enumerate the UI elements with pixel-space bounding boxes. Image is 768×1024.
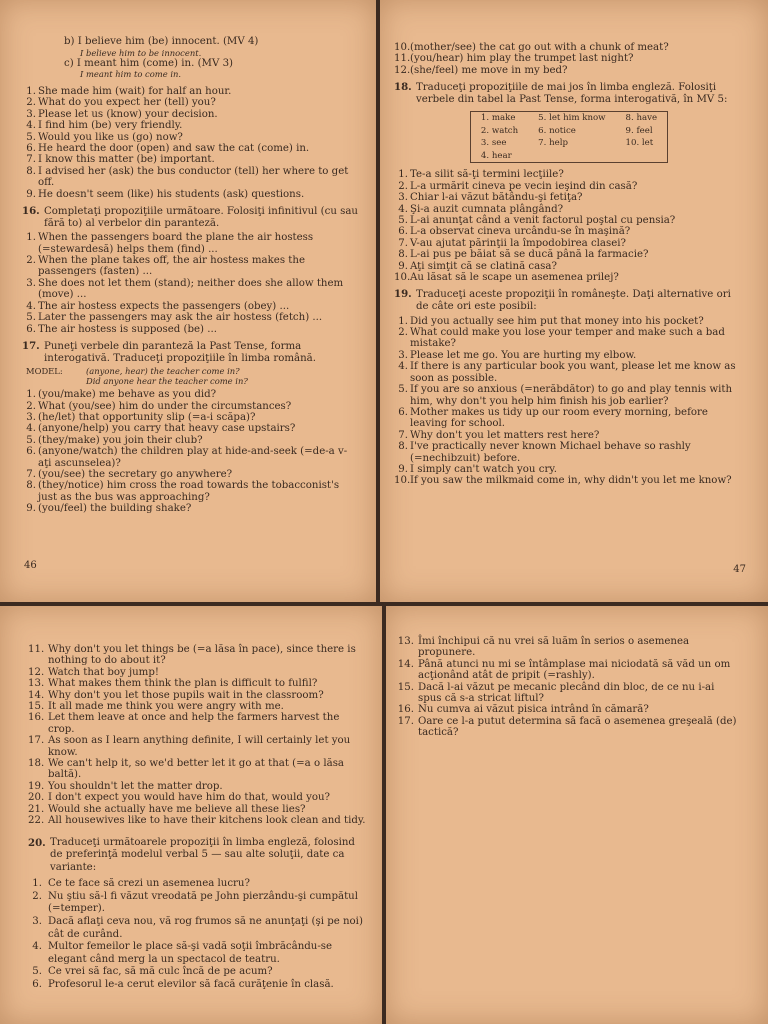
list-item: 18. We can't help it, so we'd better let it go at that (=a o lăsa baltă).: [28, 758, 344, 781]
list-item: 6. The air hostess is supposed (be) ...: [26, 323, 217, 335]
list-item: 15. It all made me think you were angry with me.: [28, 701, 284, 713]
model-line: Did anyone hear the teacher come in?: [86, 376, 248, 387]
list-item: 3. Please let us (know) your decision.: [26, 108, 218, 120]
list-item: 21. Would she actually have me believe all these lies?: [28, 803, 306, 815]
top-examples: [64, 36, 364, 79]
list-item: 13. Îmi închipui că nu vrei să luăm în serios o asemenea propunere.: [397, 636, 690, 659]
page-number: 46: [24, 560, 37, 571]
page-48: [0, 606, 382, 1024]
list-item: 2. What (you/see) him do under the circumstances?: [26, 400, 292, 412]
page-number: 47: [733, 564, 746, 575]
list-item: 7. (you/see) the secretary go anywhere?: [26, 468, 233, 480]
list-item: 15. Dacă l-ai văzut pe mecanic plecând din bloc, de ce nu i-ai spus că s-a stricat liftul?: [397, 681, 715, 705]
list-item: 5. Would you like us (go) now?: [26, 131, 183, 143]
list-item: 5. If you are so anxious (=nerăbdător) to go and play tennis with him, why don't you help him finish his job earlier?: [398, 384, 733, 407]
list-item: 8. L-ai pus pe băiat să se ducă până la farmacie?: [398, 249, 649, 261]
list-item: 8. I've practically never known Michael behave so rashly (=nechibzuit) before.: [398, 441, 691, 464]
list-item: 1. When the passengers board the plane the air hostess (=stewardesă) helps them (find) ...: [26, 232, 314, 255]
exercise-17-heading: 17. Puneţi verbele din paranteză la Past Tense, forma interogativă. Traduceţi propoziţiile în limba română.: [22, 339, 316, 364]
list-item: 7. Why don't you let matters rest here?: [398, 429, 600, 441]
list-item: 3. Dacă aflaţi ceva nou, vă rog frumos să ne anunţaţi (şi pe noi) cât de curând.: [32, 916, 363, 940]
list-item: 2. What could make you lose your temper and make such a bad mistake?: [398, 327, 725, 350]
list-item: 1. Did you actually see him put that money into his pocket?: [398, 315, 704, 327]
list-item: 2. When the plane takes off, the air hostess makes the passengers (fasten) ...: [26, 255, 305, 278]
list-item: 5. Ce vrei să fac, să mă culc încă de pe acum?: [32, 966, 273, 978]
exercise-19-heading: 19. Traduceţi aceste propoziţii în româneşte. Daţi alternative ori de câte ori este posibil:: [394, 288, 731, 313]
list-item: 16. Let them leave at once and help the farmers harvest the crop.: [28, 712, 340, 735]
list-item: 22. All housewives like to have their kitchens look clean and tidy.: [28, 815, 366, 827]
list-1: [22, 86, 360, 515]
list-item: 4. (anyone/help) you carry that heavy case upstairs?: [26, 423, 296, 435]
list-item: 12. (she/feel) me move in my bed?: [394, 64, 568, 76]
list-item: 16. Nu cumva ai văzut pisica intrând în cămară?: [397, 704, 649, 716]
table-row: 3. see 7. help 10. let: [480, 138, 654, 149]
list-item: 17. As soon as I learn anything definite, I will certainly let you know.: [28, 735, 351, 758]
list-item: 6. L-a observat cineva urcându-se în maşină?: [398, 226, 631, 238]
list-item: 10. (mother/see) the cat go out with a chunk of meat?: [394, 42, 669, 53]
page-47-content: [394, 42, 744, 487]
list-item: 14. Până atunci nu mi se întâmplase mai niciodată să văd un om acţionând atât de pripit (=rashly).: [397, 658, 731, 682]
list-item: 14. Why don't you let those pupils wait in the classroom?: [28, 689, 324, 701]
model-block: [22, 366, 360, 386]
page-49-content: [396, 636, 740, 739]
table-row: 2. watch 6. notice 9. feel: [480, 125, 653, 136]
list-item: 12. Watch that boy jump!: [28, 666, 159, 678]
example-c: c) I meant him (come) in. (MV 3): [64, 57, 234, 69]
list-item: 4. Şi-a auzit cumnata plângând?: [398, 203, 564, 215]
list-item: 8. (they/notice) him cross the road towards the tobacconist's just as the bus was approaching?: [26, 480, 340, 503]
list-item: 6. (anyone/watch) the children play at hide-and-seek (=de-a v-aţi ascunselea)?: [26, 446, 348, 469]
model-label: MODEL:: [26, 366, 63, 377]
model-line: (anyone, hear) the teacher come in?: [86, 366, 240, 377]
list-item: 6. Profesorul le-a cerut elevilor să facă curăţenie în clasă.: [32, 979, 334, 991]
list-item: 10. If you saw the milkmaid come in, why didn't you let me know?: [394, 475, 732, 487]
table-row: 4. hear: [480, 150, 512, 161]
list-item: 4. If there is any particular book you want, please let me know as soon as possible.: [398, 361, 736, 384]
verb-table: [470, 111, 668, 163]
list-item: 9. Aţi simţit că se clatină casa?: [398, 260, 557, 272]
example-b: b) I believe him (be) innocent. (MV 4): [64, 36, 259, 47]
list-item: 3. She does not let them (stand); neither does she allow them (move) ...: [26, 277, 344, 301]
list-item: 9. I simply can't watch you cry.: [398, 463, 557, 475]
list-item: 1. Te-a silit să-ţi termini lecţiile?: [398, 169, 564, 181]
list-item: 9. (you/feel) the building shake?: [26, 503, 192, 515]
exercise-16-heading: 16. Completaţi propoziţiile următoare. Folosiţi infinitivul (cu sau fără to) al verbelor din paranteză.: [22, 205, 358, 229]
list-item: 19. You shouldn't let the matter drop.: [28, 780, 223, 792]
list-item: 17. Oare ce l-a putut determina să facă o asemenea greşeală (de) tactică?: [397, 715, 737, 739]
example-c-answer: I meant him to come in.: [80, 69, 182, 80]
list-item: 13. What makes them think the plan is difficult to fulfil?: [28, 678, 318, 690]
list-item: 4. Multor femeilor le place să-şi vadă soţii îmbrăcându-se elegant când merg la un spectacol de teatru.: [32, 941, 333, 965]
list-item: 2. What do you expect her (tell) you?: [26, 97, 216, 109]
list-item: 4. I find him (be) very friendly.: [26, 120, 183, 132]
page-48-content: [28, 644, 368, 992]
example-b-answer: I believe him to be innocent.: [80, 47, 202, 58]
exercise-18-heading: 18. Traduceţi propoziţiile de mai jos în limba engleză. Folosiţi verbele din tabel la Past Tense, forma interogativă, în MV 5:: [394, 81, 728, 105]
list-item: 7. V-au ajutat părinţii la împodobirea clasei?: [398, 237, 626, 249]
list-item: 5. (they/make) you join their club?: [26, 434, 203, 446]
exercise-20-heading: 20. Traduceţi următoarele propoziţii în limba engleză, folosind de preferinţă modelul verbal 5 — sau alte soluţii, date ca variante:: [28, 836, 355, 873]
list-item: 3. Please let me go. You are hurting my elbow.: [398, 349, 637, 361]
list-item: 5. L-ai anunţat când a venit factorul poştal cu pensia?: [398, 215, 676, 227]
list-item: 20. I don't expect you would have him do that, would you?: [28, 792, 331, 804]
list-item: 11. Why don't you let things be (=a lăsa în pace), since there is nothing to do about it?: [28, 644, 356, 667]
list-item: 3. Chiar l-ai văzut bătându-şi fetiţa?: [398, 192, 583, 204]
list-item: 3. (he/let) that opportunity slip (=a-i scăpa)?: [26, 411, 256, 423]
list-item: 2. Nu ştiu să-l fi văzut vreodată pe John pierzându-şi cumpătul (=temper).: [32, 890, 358, 915]
list-item: 6. Mother makes us tidy up our room every morning, before leaving for school.: [398, 406, 708, 430]
page-46: [0, 0, 376, 602]
page-49: [386, 606, 768, 1024]
list-item: 8. I advised her (ask) the bus conductor (tell) her where to get off.: [26, 165, 349, 189]
table-row: 1. make 5. let him know 8. have: [480, 113, 658, 124]
list-item: 10. Au lăsat să le scape un asemenea prilej?: [394, 272, 619, 284]
list-item: 1. (you/make) me behave as you did?: [26, 389, 217, 401]
list-item: 9. He doesn't seem (like) his students (ask) questions.: [26, 188, 305, 200]
list-item: 1. She made him (wait) for half an hour.: [26, 86, 232, 97]
list-item: 6. He heard the door (open) and saw the cat (come) in.: [26, 143, 310, 155]
list-item: 1. Ce te face să crezi un asemenea lucru?: [32, 878, 250, 890]
page-47: [380, 0, 768, 602]
list-item: 2. L-a urmărit cineva pe vecin ieşind din casă?: [398, 180, 638, 192]
list-item: 7. I know this matter (be) important.: [26, 154, 215, 166]
list-item: 5. Later the passengers may ask the air hostess (fetch) ...: [26, 312, 323, 324]
list-item: 11. (you/hear) him play the trumpet last night?: [394, 53, 634, 65]
list-item: 4. The air hostess expects the passengers (obey) ...: [26, 300, 290, 312]
